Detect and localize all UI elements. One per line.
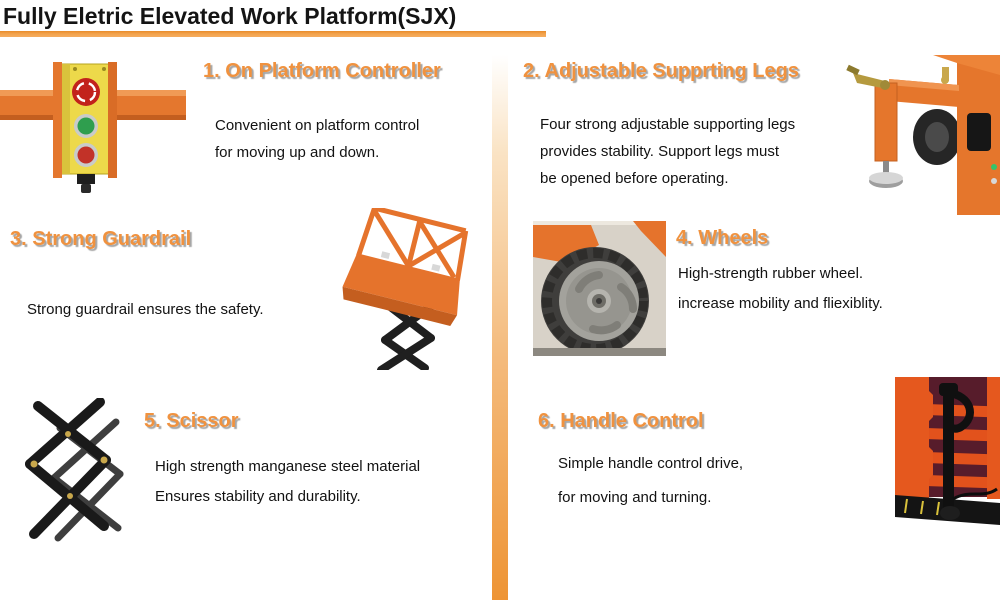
feature-2-heading: 2. Adjustable Supprting Legs [523, 60, 799, 82]
feature-1-line-2: for moving up and down. [215, 144, 380, 161]
handle-illustration [895, 377, 1000, 539]
wheel-illustration [533, 221, 666, 356]
controller-illustration [0, 58, 190, 198]
feature-2-description [540, 111, 795, 192]
feature-2-line-1: Four strong adjustable supporting legs [540, 116, 796, 133]
feature-3-description [27, 296, 264, 323]
feature-1-description [215, 112, 419, 166]
scissor-illustration [8, 398, 130, 548]
feature-5-line-1: High strength manganese steel material [155, 458, 421, 475]
feature-4-line-2: increase mobility and fliexiblity. [678, 295, 883, 312]
feature-3-heading: 3. Strong Guardrail [10, 228, 192, 250]
feature-3-line-1: Strong guardrail ensures the safety. [27, 301, 264, 318]
scissor-mechanism-image [8, 398, 130, 548]
feature-4-description [678, 259, 883, 319]
feature-5-description [155, 452, 420, 512]
feature-6-line-2: for moving and turning. [558, 489, 712, 506]
feature-1-line-1: Convenient on platform control [215, 117, 420, 134]
title-underline [0, 31, 546, 37]
page-title: Fully Eletric Elevated Work Platform(SJX) [3, 3, 457, 29]
feature-4-heading: 4. Wheels [676, 227, 769, 249]
feature-4-line-1: High-strength rubber wheel. [678, 265, 864, 282]
feature-5-line-2: Ensures stability and durability. [155, 488, 361, 505]
supporting-leg-illustration [845, 55, 1000, 215]
feature-2-line-3: be opened before operating. [540, 170, 729, 187]
feature-1-heading: 1. On Platform Controller [203, 60, 441, 82]
feature-6-heading: 6. Handle Control [538, 410, 704, 432]
adjustable-supporting-leg-image [845, 55, 1000, 215]
feature-5-heading: 5. Scissor [144, 410, 239, 432]
feature-2-line-2: provides stability. Support legs must [540, 143, 779, 160]
vertical-divider [492, 55, 508, 600]
rubber-wheel-image [533, 221, 666, 356]
platform-with-guardrail-image [335, 208, 481, 370]
platform-illustration [335, 208, 481, 370]
handle-control-image [895, 377, 1000, 539]
feature-6-line-1: Simple handle control drive, [558, 455, 744, 472]
on-platform-controller-image [0, 58, 190, 198]
feature-6-description [558, 447, 743, 515]
